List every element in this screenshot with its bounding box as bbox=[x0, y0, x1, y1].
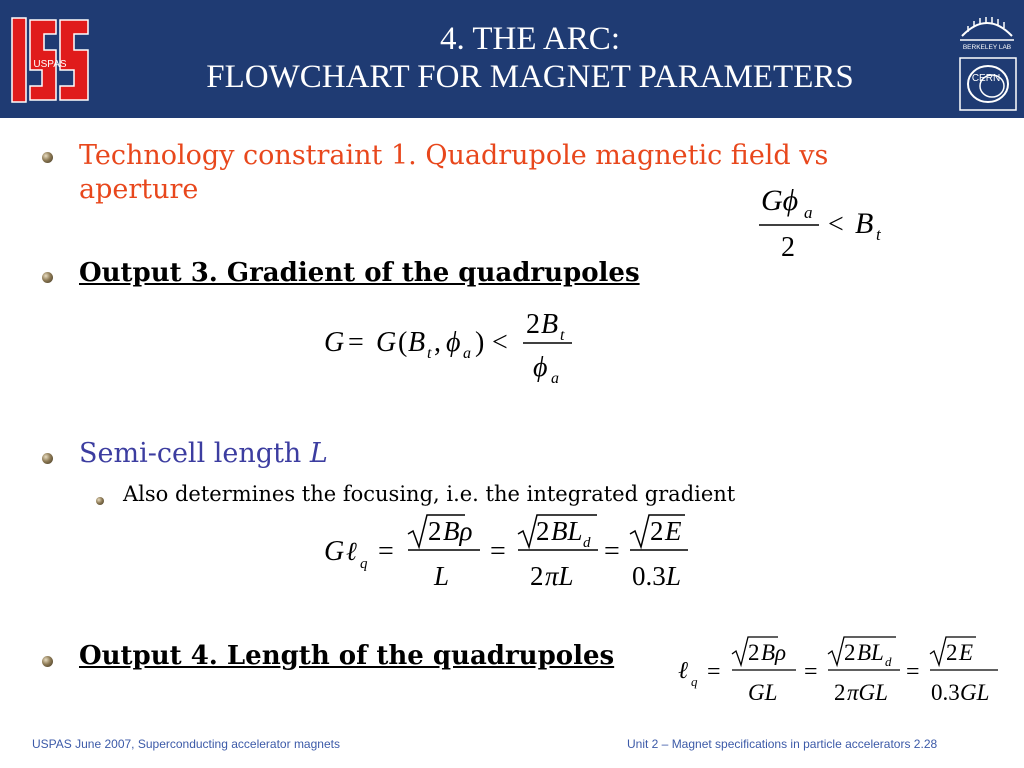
svg-text:2: 2 bbox=[834, 680, 846, 705]
svg-text:ϕ: ϕ bbox=[446, 327, 461, 358]
bullet-output-3: Output 3. Gradient of the quadrupoles bbox=[79, 258, 640, 288]
svg-text:Bρ: Bρ bbox=[443, 516, 473, 546]
title-line-1: 4. THE ARC: bbox=[439, 21, 620, 57]
svg-text:B: B bbox=[855, 207, 874, 240]
svg-text:L: L bbox=[666, 561, 682, 591]
svg-text:GL: GL bbox=[960, 680, 990, 705]
svg-text:2: 2 bbox=[748, 640, 760, 665]
svg-text:d: d bbox=[885, 654, 892, 669]
equation-quadrupole-length bbox=[672, 632, 1012, 714]
svg-text:πGL: πGL bbox=[847, 680, 888, 705]
svg-text:=: = bbox=[604, 536, 620, 567]
semi-cell-label: Semi-cell length bbox=[79, 438, 310, 469]
bullet-output-4: Output 4. Length of the quadrupoles bbox=[79, 641, 615, 671]
svg-text:<: < bbox=[492, 327, 508, 358]
svg-text:2: 2 bbox=[844, 640, 856, 665]
uspas-logo bbox=[8, 12, 92, 108]
svg-text:B: B bbox=[408, 327, 426, 358]
svg-text:2: 2 bbox=[946, 640, 958, 665]
cern-logo-text: CERN bbox=[971, 73, 1001, 84]
sub-bullet-marker bbox=[96, 497, 104, 505]
svg-text:B: B bbox=[541, 309, 559, 340]
svg-text:G: G bbox=[376, 327, 397, 358]
svg-text:): ) bbox=[475, 327, 485, 358]
svg-text:2: 2 bbox=[428, 516, 442, 546]
sub-bullet-focusing: Also determines the focusing, i.e. the integrated gradient bbox=[123, 482, 736, 506]
svg-text:L: L bbox=[434, 561, 450, 591]
svg-text:GL: GL bbox=[748, 680, 778, 705]
svg-text:0.3: 0.3 bbox=[931, 680, 960, 705]
footer-right: Unit 2 – Magnet specifications in particle accelerators 2.28 bbox=[627, 737, 938, 751]
equation-gradient bbox=[320, 300, 590, 390]
svg-text:=: = bbox=[804, 659, 818, 685]
svg-text:=: = bbox=[378, 536, 394, 567]
svg-text:G: G bbox=[324, 536, 345, 567]
svg-text:2: 2 bbox=[781, 232, 795, 263]
svg-text:(: ( bbox=[398, 327, 408, 358]
cern-logo bbox=[958, 56, 1018, 112]
svg-text:t: t bbox=[427, 345, 432, 362]
svg-text:E: E bbox=[959, 640, 974, 665]
svg-text:Gϕ: Gϕ bbox=[761, 184, 799, 217]
title-line-2: FLOWCHART FOR MAGNET PARAMETERS bbox=[206, 59, 854, 95]
header-bar bbox=[0, 0, 1024, 118]
bullet-technology-constraint: Technology constraint 1. Quadrupole magnetic field vs aperture bbox=[79, 140, 829, 205]
svg-text:2: 2 bbox=[650, 516, 664, 546]
svg-text:=: = bbox=[707, 659, 721, 685]
svg-text:ϕ: ϕ bbox=[533, 352, 548, 383]
svg-text:Bρ: Bρ bbox=[761, 640, 787, 665]
svg-text:2: 2 bbox=[530, 561, 544, 591]
svg-text:q: q bbox=[360, 556, 368, 572]
bullet-marker-3 bbox=[42, 453, 53, 464]
svg-text:ℓ: ℓ bbox=[346, 537, 357, 566]
berkeley-lab-logo bbox=[956, 6, 1018, 52]
svg-text:q: q bbox=[691, 674, 698, 689]
page-title bbox=[110, 20, 950, 96]
svg-text:2: 2 bbox=[526, 309, 540, 340]
equation-integrated-gradient bbox=[320, 508, 700, 596]
svg-text:a: a bbox=[551, 370, 559, 387]
svg-text:=: = bbox=[348, 327, 364, 358]
bullet-marker-4 bbox=[42, 656, 53, 667]
berkeley-lab-text: BERKELEY LAB bbox=[962, 44, 1012, 51]
svg-text:t: t bbox=[876, 225, 881, 244]
svg-text:d: d bbox=[583, 535, 591, 551]
footer-left: USPAS June 2007, Superconducting accelerator magnets bbox=[32, 737, 340, 751]
svg-text:=: = bbox=[906, 659, 920, 685]
svg-text:0.3: 0.3 bbox=[632, 561, 666, 591]
svg-text:,: , bbox=[434, 327, 441, 358]
bullet-marker-1 bbox=[42, 152, 53, 163]
bullet-semi-cell-length bbox=[79, 438, 328, 469]
svg-text:G: G bbox=[324, 327, 345, 358]
svg-text:<: < bbox=[828, 209, 844, 240]
equation-field-constraint bbox=[755, 180, 895, 266]
svg-text:ℓ: ℓ bbox=[678, 658, 688, 684]
semi-cell-variable: L bbox=[309, 438, 328, 469]
svg-text:E: E bbox=[665, 516, 682, 546]
svg-text:a: a bbox=[463, 345, 471, 362]
svg-text:BL: BL bbox=[551, 516, 583, 546]
svg-text:πL: πL bbox=[545, 561, 574, 591]
svg-text:a: a bbox=[804, 203, 813, 222]
svg-text:t: t bbox=[560, 327, 565, 344]
svg-text:2: 2 bbox=[536, 516, 550, 546]
bullet-marker-2 bbox=[42, 272, 53, 283]
svg-text:BL: BL bbox=[857, 640, 884, 665]
uspas-logo-text: USPAS bbox=[33, 59, 67, 70]
svg-text:=: = bbox=[490, 536, 506, 567]
